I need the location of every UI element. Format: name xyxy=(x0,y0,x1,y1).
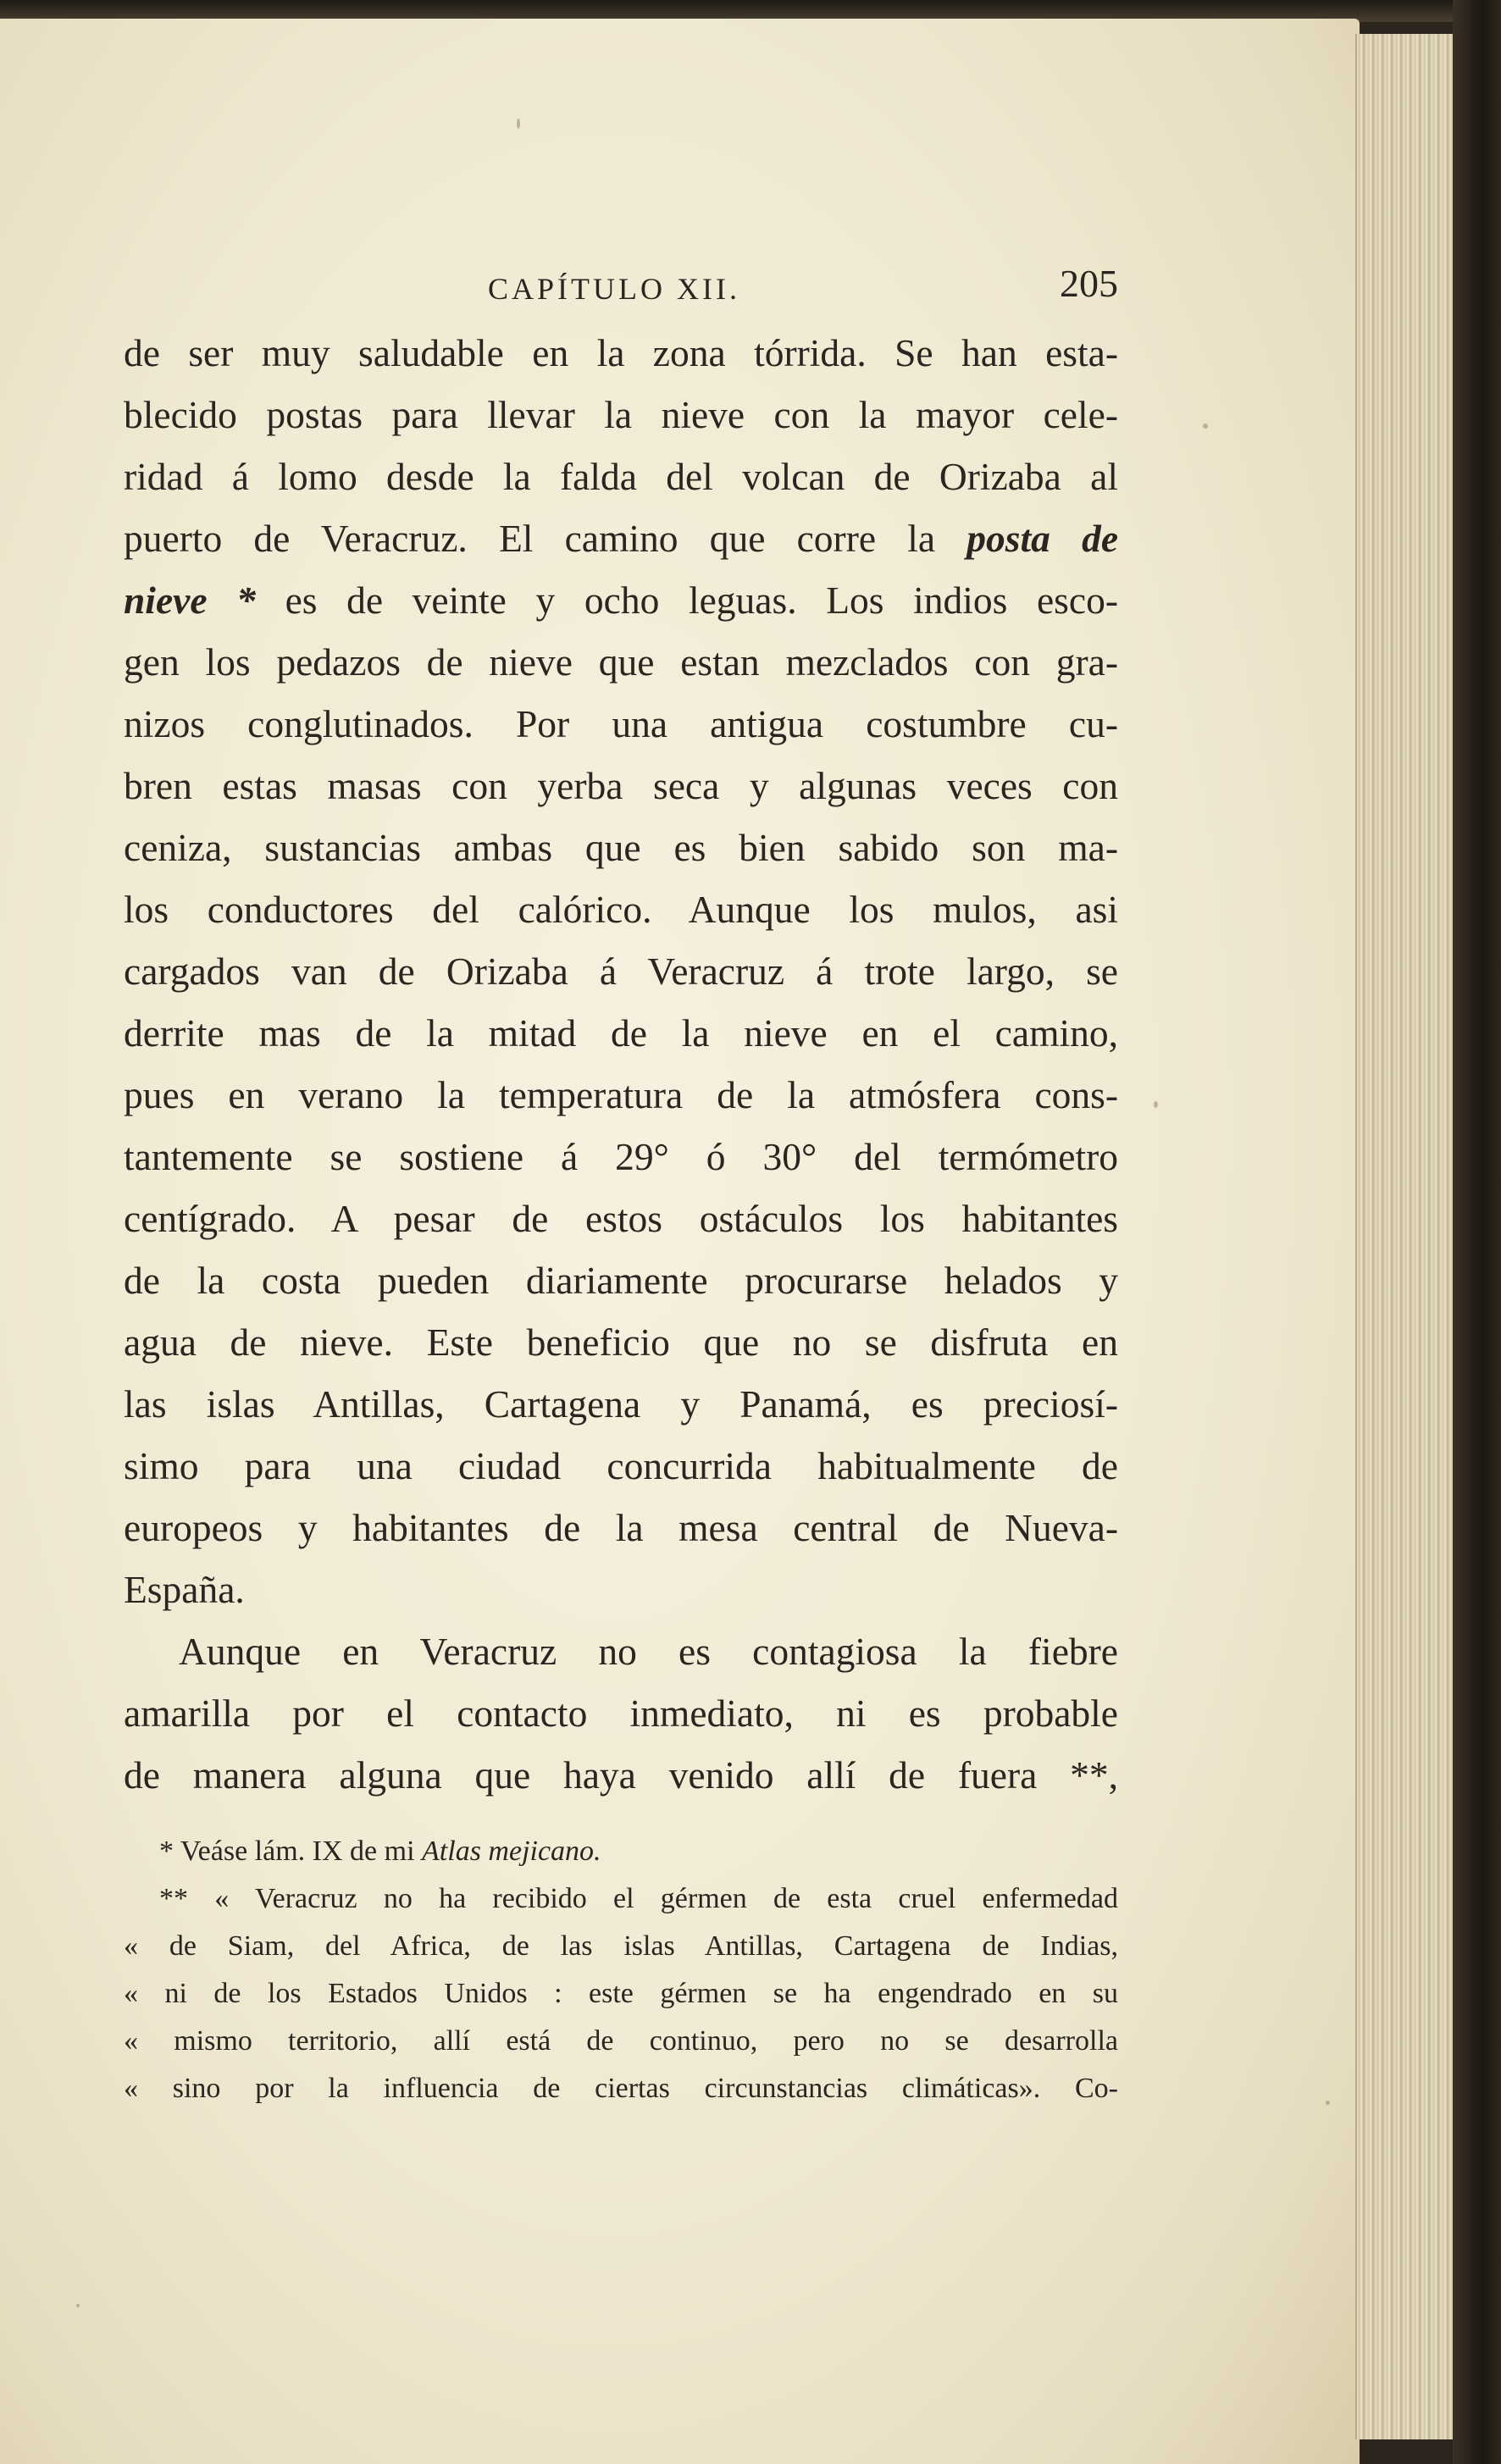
italic-phrase: posta de xyxy=(967,517,1119,560)
page-edges xyxy=(1355,34,1459,2439)
footnote-italic: Atlas mejicano. xyxy=(422,1836,601,1867)
page-content xyxy=(124,254,1118,2112)
text-line: simo para una ciudad concurrida habitualmente de xyxy=(124,1444,1118,1487)
text-line: los conductores del calórico. Aunque los mulos, asi xyxy=(124,888,1118,931)
text-line: de ser muy saludable en la zona tórrida. Se han esta- xyxy=(124,331,1118,374)
paper-speck xyxy=(1326,2101,1330,2105)
paper-speck xyxy=(1203,424,1208,429)
text-line: centígrado. A pesar de estos ostáculos los habitantes xyxy=(124,1197,1118,1240)
text-line: cargados van de Orizaba á Veracruz á trote largo, se xyxy=(124,950,1118,993)
body-text xyxy=(124,322,1118,1806)
text-line: pues en verano la temperatura de la atmósfera cons- xyxy=(124,1073,1118,1116)
text-line: de la costa pueden diariamente procurarse helados y xyxy=(124,1259,1118,1302)
text-line: gen los pedazos de nieve que estan mezclados con gra- xyxy=(124,640,1118,684)
page-number: 205 xyxy=(1060,262,1118,305)
running-head xyxy=(124,254,1118,322)
footnote-2-line: « sino por la influencia de ciertas circunstancias climáticas». Co- xyxy=(124,2073,1118,2104)
text-line: agua de nieve. Este beneficio que no se disfruta en xyxy=(124,1321,1118,1364)
text-line: derrite mas de la mitad de la nieve en el camino, xyxy=(124,1011,1118,1055)
text-line: blecido postas para llevar la nieve con la mayor cele- xyxy=(124,393,1118,436)
text-segment: puerto de Veracruz. El camino que corre la xyxy=(124,517,936,560)
paper-speck xyxy=(517,119,520,129)
text-line: las islas Antillas, Cartagena y Panamá, es preciosí- xyxy=(124,1382,1118,1426)
italic-phrase: nieve * xyxy=(124,579,256,622)
footnote-1 xyxy=(124,1828,1118,1875)
text-line: nizos conglutinados. Por una antigua costumbre cu- xyxy=(124,702,1118,745)
footnote-2-line: « ni de los Estados Unidos : este gérmen se ha engendrado en su xyxy=(124,1978,1118,2009)
text-line-with-italic xyxy=(124,507,1118,569)
footnote-text: * Veáse lám. IX de mi xyxy=(159,1836,415,1867)
text-line: ceniza, sustancias ambas que es bien sabido son ma- xyxy=(124,826,1118,869)
text-line: de manera alguna que haya venido allí de fuera **, xyxy=(124,1753,1118,1797)
text-line: bren estas masas con yerba seca y algunas veces con xyxy=(124,764,1118,807)
text-segment: es de veinte y ocho leguas. Los indios esco- xyxy=(285,579,1118,622)
text-line: ridad á lomo desde la falda del volcan de Orizaba al xyxy=(124,455,1118,498)
footnote-2-line: « de Siam, del Africa, de las islas Antillas, Cartagena de Indias, xyxy=(124,1930,1118,1962)
footnotes xyxy=(124,1828,1118,2112)
text-line: España. xyxy=(124,1568,245,1611)
text-line: tantemente se sostiene á 29° ó 30° del termómetro xyxy=(124,1135,1118,1178)
paper-speck xyxy=(1154,1101,1158,1108)
text-line: europeos y habitantes de la mesa central de Nueva- xyxy=(124,1506,1118,1549)
running-title: CAPÍTULO XII. xyxy=(488,272,740,306)
footnote-2-line: « mismo territorio, allí está de continuo, pero no se desarrolla xyxy=(124,2025,1118,2057)
text-line: amarilla por el contacto inmediato, ni es probable xyxy=(124,1692,1118,1735)
book-binding xyxy=(1453,0,1501,2464)
text-line-with-italic xyxy=(124,569,1118,631)
paper-speck xyxy=(76,2304,80,2307)
paragraph-start-line: Aunque en Veracruz no es contagiosa la fiebre xyxy=(179,1630,1118,1673)
footnote-2-line: ** « Veracruz no ha recibido el gérmen de esta cruel enfermedad xyxy=(159,1883,1118,1914)
